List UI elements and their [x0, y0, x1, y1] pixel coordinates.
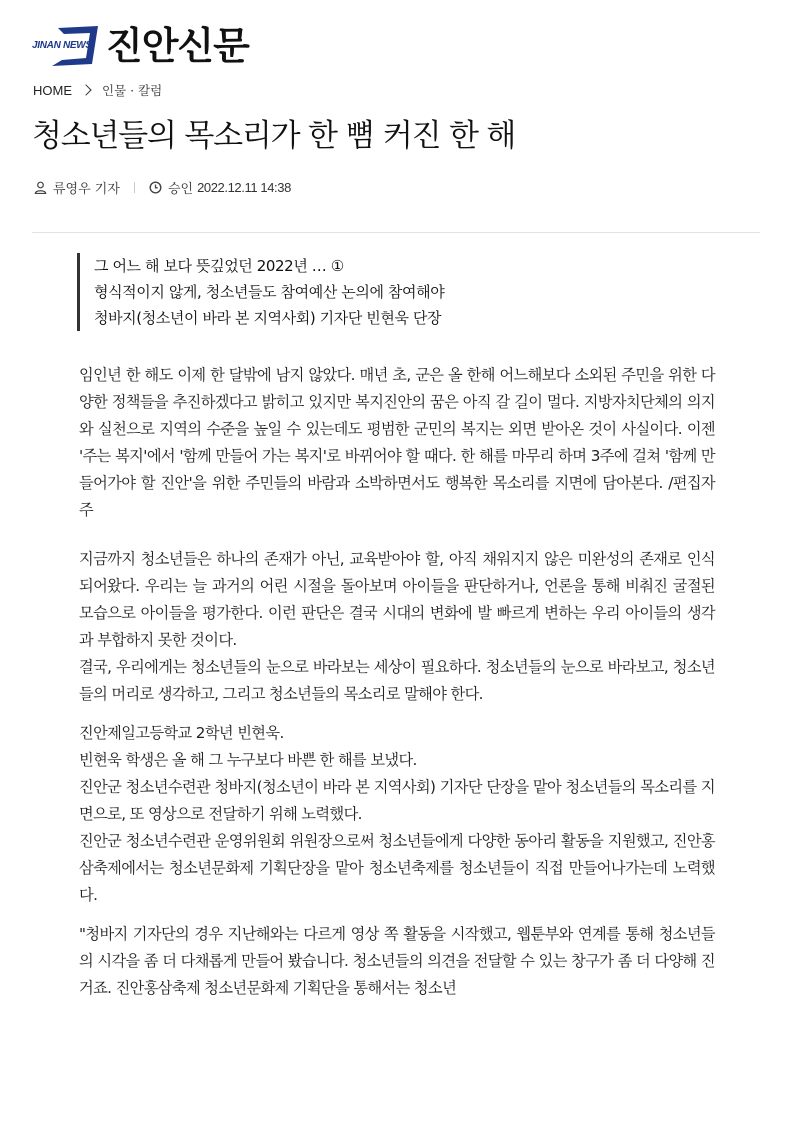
date-label: 승인 [167, 182, 194, 197]
chevron-right-icon [80, 84, 91, 95]
body-paragraph: 지금까지 청소년들은 하나의 존재가 아닌, 교육받아야 할, 아직 채워지지 않은 미완성의 존재로 인식되어왔다. 우리는 늘 과거의 어린 시절을 돌아보며 아이들을 판단하거나, 언론을 통해 비춰진 굴절된 모습으로 아이들을 평가한다. 이런 판단은 결국 시대의 변화에 발 빠르게 변하는 우리 아이들의 생각과 부합하지 못한 것이다. [79, 550, 715, 649]
site-logo[interactable] [32, 24, 249, 68]
header-divider [32, 232, 760, 233]
breadcrumb [33, 81, 162, 99]
body-paragraph: 진안제일고등학교 2학년 빈현욱. [79, 724, 284, 742]
subtitle-line: 그 어느 해 보다 뜻깊었던 2022년 … ① [94, 257, 344, 275]
logo-korean: 진안신문 [106, 24, 249, 68]
body-paragraph: 진안군 청소년수련관 청바지(청소년이 바라 본 지역사회) 기자단 단장을 맡아 청소년들의 목소리를 지면으로, 또 영상으로 전달하기 위해 노력했다. [79, 778, 715, 823]
breadcrumb-section-link[interactable]: 인물 · 칼럼 [102, 83, 163, 98]
body-paragraph: 빈현욱 학생은 올 해 그 누구보다 바쁜 한 해를 보냈다. [79, 751, 417, 769]
body-paragraph: "청바지 기자단의 경우 지난해와는 다르게 영상 쪽 활동을 시작했고, 웹툰부와 연계를 통해 청소년들의 시각을 좀 더 다채롭게 만들어 봤습니다. 청소년들의 의견을 전달할 수 있는 창구가 좀 더 다양해 진 거죠. 진안홍삼축제 청소년문화제 기획단을 통해서는 청소년 [79, 925, 715, 997]
body-paragraph: 진안군 청소년수련관 운영위원회 위원장으로써 청소년들에게 다양한 동아리 활동을 지원했고, 진안홍삼축제에서는 청소년문화제 기획단장을 맡아 청소년축제를 청소년들이 직접 만들어나가는데 노력했다. [79, 832, 715, 904]
publish-date: 2022.12.11 14:38 [197, 180, 291, 195]
logo-english: JINAN NEWS [32, 40, 92, 51]
subtitle-line: 형식적이지 않게, 청소년들도 참여예산 논의에 참여해야 [94, 283, 445, 301]
article-subtitle [77, 253, 594, 331]
body-paragraph: 결국, 우리에게는 청소년들의 눈으로 바라보는 세상이 필요하다. 청소년들의 눈으로 바라보고, 청소년들의 머리로 생각하고, 그리고 청소년들의 목소리로 말해야 한다. [79, 658, 715, 703]
editor-intro-paragraph: 임인년 한 해도 이제 한 달밖에 남지 않았다. 매년 초, 군은 올 한해 어느해보다 소외된 주민을 위한 다양한 정책들을 추진하겠다고 밝히고 있지만 복지진안의 꿈은 아직 갈 길이 멀다. 지방자치단체의 의지와 실천으로 지역의 수준을 높일 수 있는데도 평범한 군민의 복지는 외면 받아온 것이 사실이다. 이젠 '주는 복지'에서 '함께 만들어 가는 복지'로 바뀌어야 할 때다. 한 해를 마무리 하며 3주에 걸쳐 '함께 만들어가야 할 진안'을 위한 주민들의 바람과 소박하면서도 행복한 목소리를 지면에 담아본다. /편집자 주 [79, 366, 715, 519]
article-headline: 청소년들의 목소리가 한 뼘 커진 한 해 [32, 118, 516, 154]
subtitle-line: 청바지(청소년이 바라 본 지역사회) 기자단 빈현욱 단장 [94, 309, 442, 327]
logo-mark [32, 24, 102, 68]
meta-divider [134, 182, 135, 193]
user-icon [34, 181, 47, 194]
clock-icon [149, 181, 162, 194]
article-body [79, 362, 715, 1002]
breadcrumb-home-link[interactable]: HOME [33, 82, 72, 98]
author-name[interactable]: 류영우 기자 [53, 182, 120, 197]
article-meta [34, 178, 291, 197]
